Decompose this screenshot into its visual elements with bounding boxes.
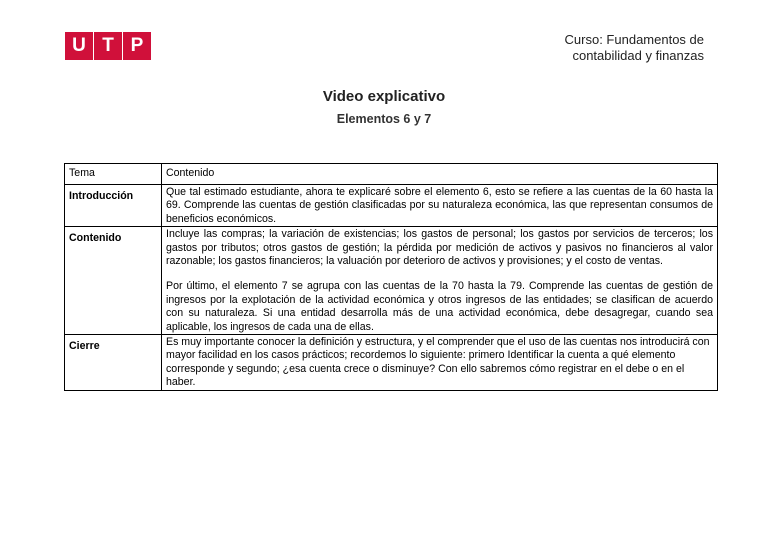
page-title: Video explicativo [322,88,446,105]
table-header-row [65,164,718,185]
paragraph: Por último, el elemento 7 se agrupa con las cuentas de la 70 hasta la 79. Comprende las cuentas de gestión de ingresos por la explotación de la actividad económica y otros ingresos de las entidades; se clasifican de acuerdo con su naturaleza. Si una entidad desarrolla más de una actividad económica, debe desagregar, cuando sea aplicable, los ingresos de cada una de ellas. [166,280,713,333]
course-line-1: Curso: Fundamentos de [564,32,704,47]
logo-letter-p: P [123,32,151,60]
row-tema: Introducción [65,185,162,227]
content-table [64,163,718,391]
row-content [162,335,718,391]
header-contenido: Contenido [162,164,718,185]
row-tema: Cierre [65,335,162,391]
logo-letter-u: U [65,32,93,60]
table-row [65,185,718,227]
header-tema: Tema [65,164,162,185]
course-line-2: contabilidad y finanzas [572,48,704,63]
page-subtitle: Elementos 6 y 7 [336,112,432,126]
paragraph: Incluye las compras; la variación de existencias; los gastos de personal; los gastos por servicios de terceros; los gastos por tributos; otros gastos de gestión; la pérdida por medición de activos y pasivos no financieros al valor razonable; los gastos financieros; la valuación por deterioro de activos y provisiones; y el costo de ventas. [166,228,713,268]
row-tema: Contenido [65,227,162,335]
utp-logo [65,32,152,60]
row-content [162,227,718,335]
paragraph: Es muy importante conocer la definición y estructura, y el comprender que el uso de las cuentas nos introducirá con mayor facilidad en los casos prácticos; recordemos lo siguiente: primero Identificar la cuenta a qué elemento corresponde y segundo; ¿esa cuenta crece o disminuye? Con ello sabremos cómo registrar en el debe o en el haber. [166,336,710,389]
table-row [65,227,718,335]
paragraph: Que tal estimado estudiante, ahora te explicaré sobre el elemento 6, esto se refiere a las cuentas de la 60 hasta la 69. Comprende las cuentas de gestión clasificadas por su naturaleza económica, las que representan consumos de beneficios económicos. [166,186,713,225]
logo-letter-t: T [94,32,122,60]
table-row [65,335,718,391]
course-name [504,32,704,64]
row-content [162,185,718,227]
